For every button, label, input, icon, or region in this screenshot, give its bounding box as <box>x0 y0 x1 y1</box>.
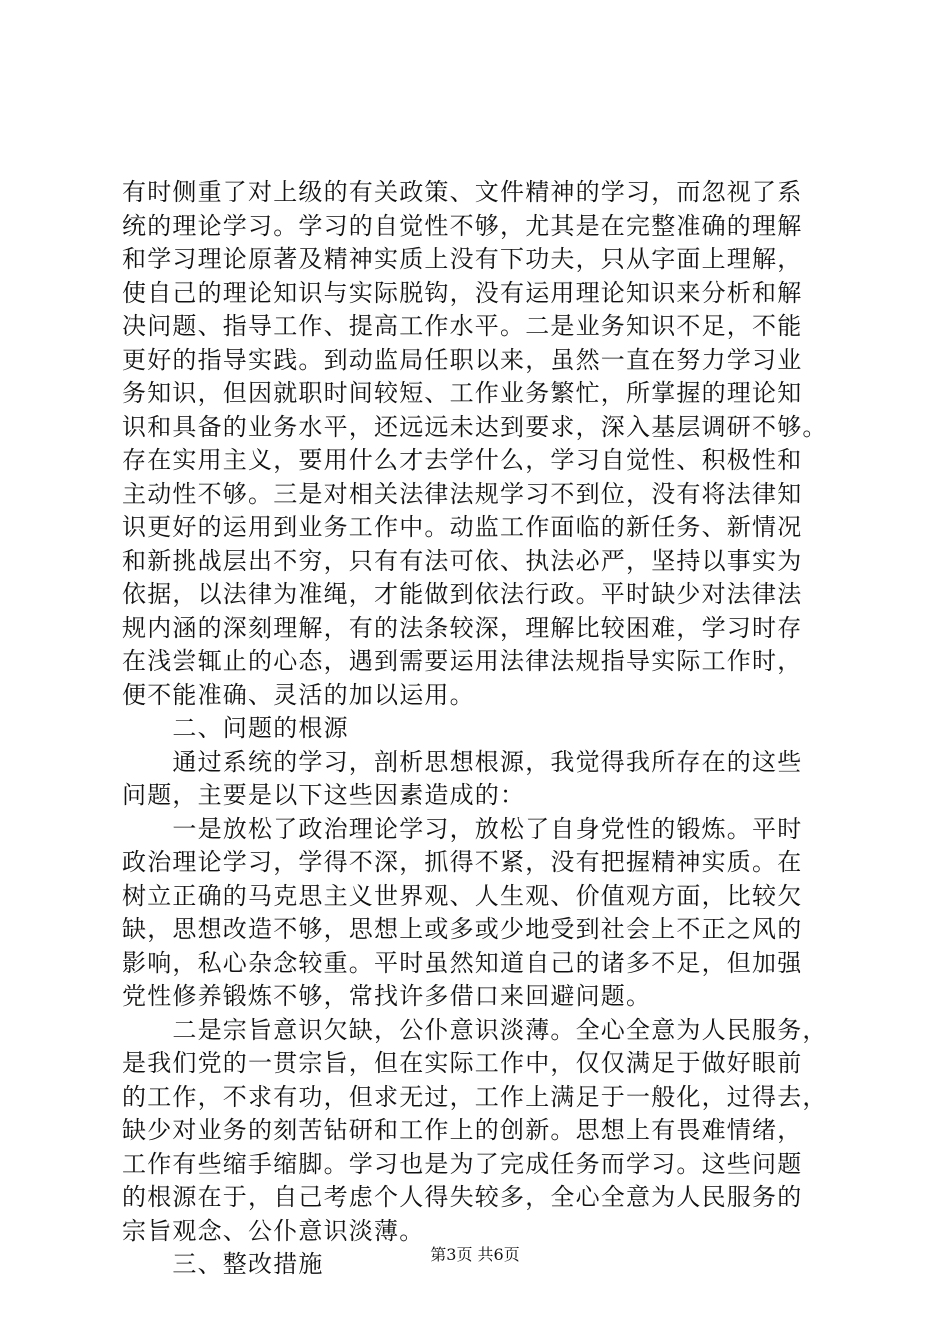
text-line: 的根源在于，自己考虑个人得失较多，全心全意为人民服务的 <box>122 1183 803 1211</box>
text-line: 统的理论学习。学习的自觉性不够，尤其是在完整准确的理解 <box>122 211 803 240</box>
text-line: 识和具备的业务水平，还远远未达到要求，深入基层调研不够。 <box>122 412 828 441</box>
text-line: 决问题、指导工作、提高工作水平。二是业务知识不足，不能 <box>122 312 803 340</box>
text-line: 便不能准确、灵活的加以运用。 <box>122 680 475 709</box>
text-line: 影响，私心杂念较重。平时虽然知道自己的诸多不足，但加强 <box>122 948 803 977</box>
text-line: 使自己的理论知识与实际脱钩，没有运用理论知识来分析和解 <box>122 278 803 307</box>
text-line: 务知识，但因就职时间较短、工作业务繁忙，所掌握的理论知 <box>122 379 803 407</box>
text-line: 有时侧重了对上级的有关政策、文件精神的学习，而忽视了系 <box>122 178 803 206</box>
text-line: 一是放松了政治理论学习，放松了自身党性的锻炼。平时 <box>122 814 803 843</box>
text-line: 缺少对业务的刻苦钻研和工作上的创新。思想上有畏难情绪， <box>122 1116 803 1144</box>
text-line: 在浅尝辄止的心态，遇到需要运用法律法规指导实际工作时， <box>122 647 803 675</box>
section-heading: 二、问题的根源 <box>122 714 349 742</box>
text-line: 识更好的运用到业务工作中。动监工作面临的新任务、新情况 <box>122 513 803 541</box>
text-line: 树立正确的马克思主义世界观、人生观、价值观方面，比较欠 <box>122 881 803 910</box>
page-number-footer: 第3页 共6页 <box>430 1245 520 1264</box>
text-line: 党性修养锻炼不够，常找许多借口来回避问题。 <box>122 982 652 1010</box>
text-line: 规内涵的深刻理解，有的法条较深，理解比较困难，学习时存 <box>122 613 803 642</box>
document-body <box>122 176 842 1282</box>
text-line: 更好的指导实践。到动监局任职以来，虽然一直在努力学习业 <box>122 345 803 374</box>
text-line: 依据，以法律为准绳，才能做到依法行政。平时缺少对法律法 <box>122 580 803 608</box>
text-line: 和新挑战层出不穷，只有有法可依、执法必严，坚持以事实为 <box>122 546 803 575</box>
text-line: 和学习理论原著及精神实质上没有下功夫，只从字面上理解， <box>122 245 803 273</box>
text-line: 问题，主要是以下这些因素造成的： <box>122 781 526 809</box>
text-line: 工作有些缩手缩脚。学习也是为了完成任务而学习。这些问题 <box>122 1149 803 1178</box>
section-heading: 三、整改措施 <box>122 1250 324 1278</box>
text-line: 通过系统的学习，剖析思想根源，我觉得我所存在的这些 <box>122 747 803 776</box>
text-line: 的工作，不求有功，但求无过，工作上满足于一般化，过得去， <box>122 1082 828 1111</box>
text-line: 宗旨观念、公仆意识淡薄。 <box>122 1216 425 1245</box>
text-line: 存在实用主义，要用什么才去学什么，学习自觉性、积极性和 <box>122 446 803 474</box>
text-line: 是我们党的一贯宗旨，但在实际工作中，仅仅满足于做好眼前 <box>122 1049 803 1077</box>
text-line: 主动性不够。三是对相关法律法规学习不到位，没有将法律知 <box>122 479 803 508</box>
text-line: 缺，思想改造不够，思想上或多或少地受到社会上不正之风的 <box>122 915 803 943</box>
text-line: 二是宗旨意识欠缺，公仆意识淡薄。全心全意为人民服务， <box>122 1015 828 1044</box>
text-line: 政治理论学习，学得不深，抓得不紧，没有把握精神实质。在 <box>122 848 803 876</box>
